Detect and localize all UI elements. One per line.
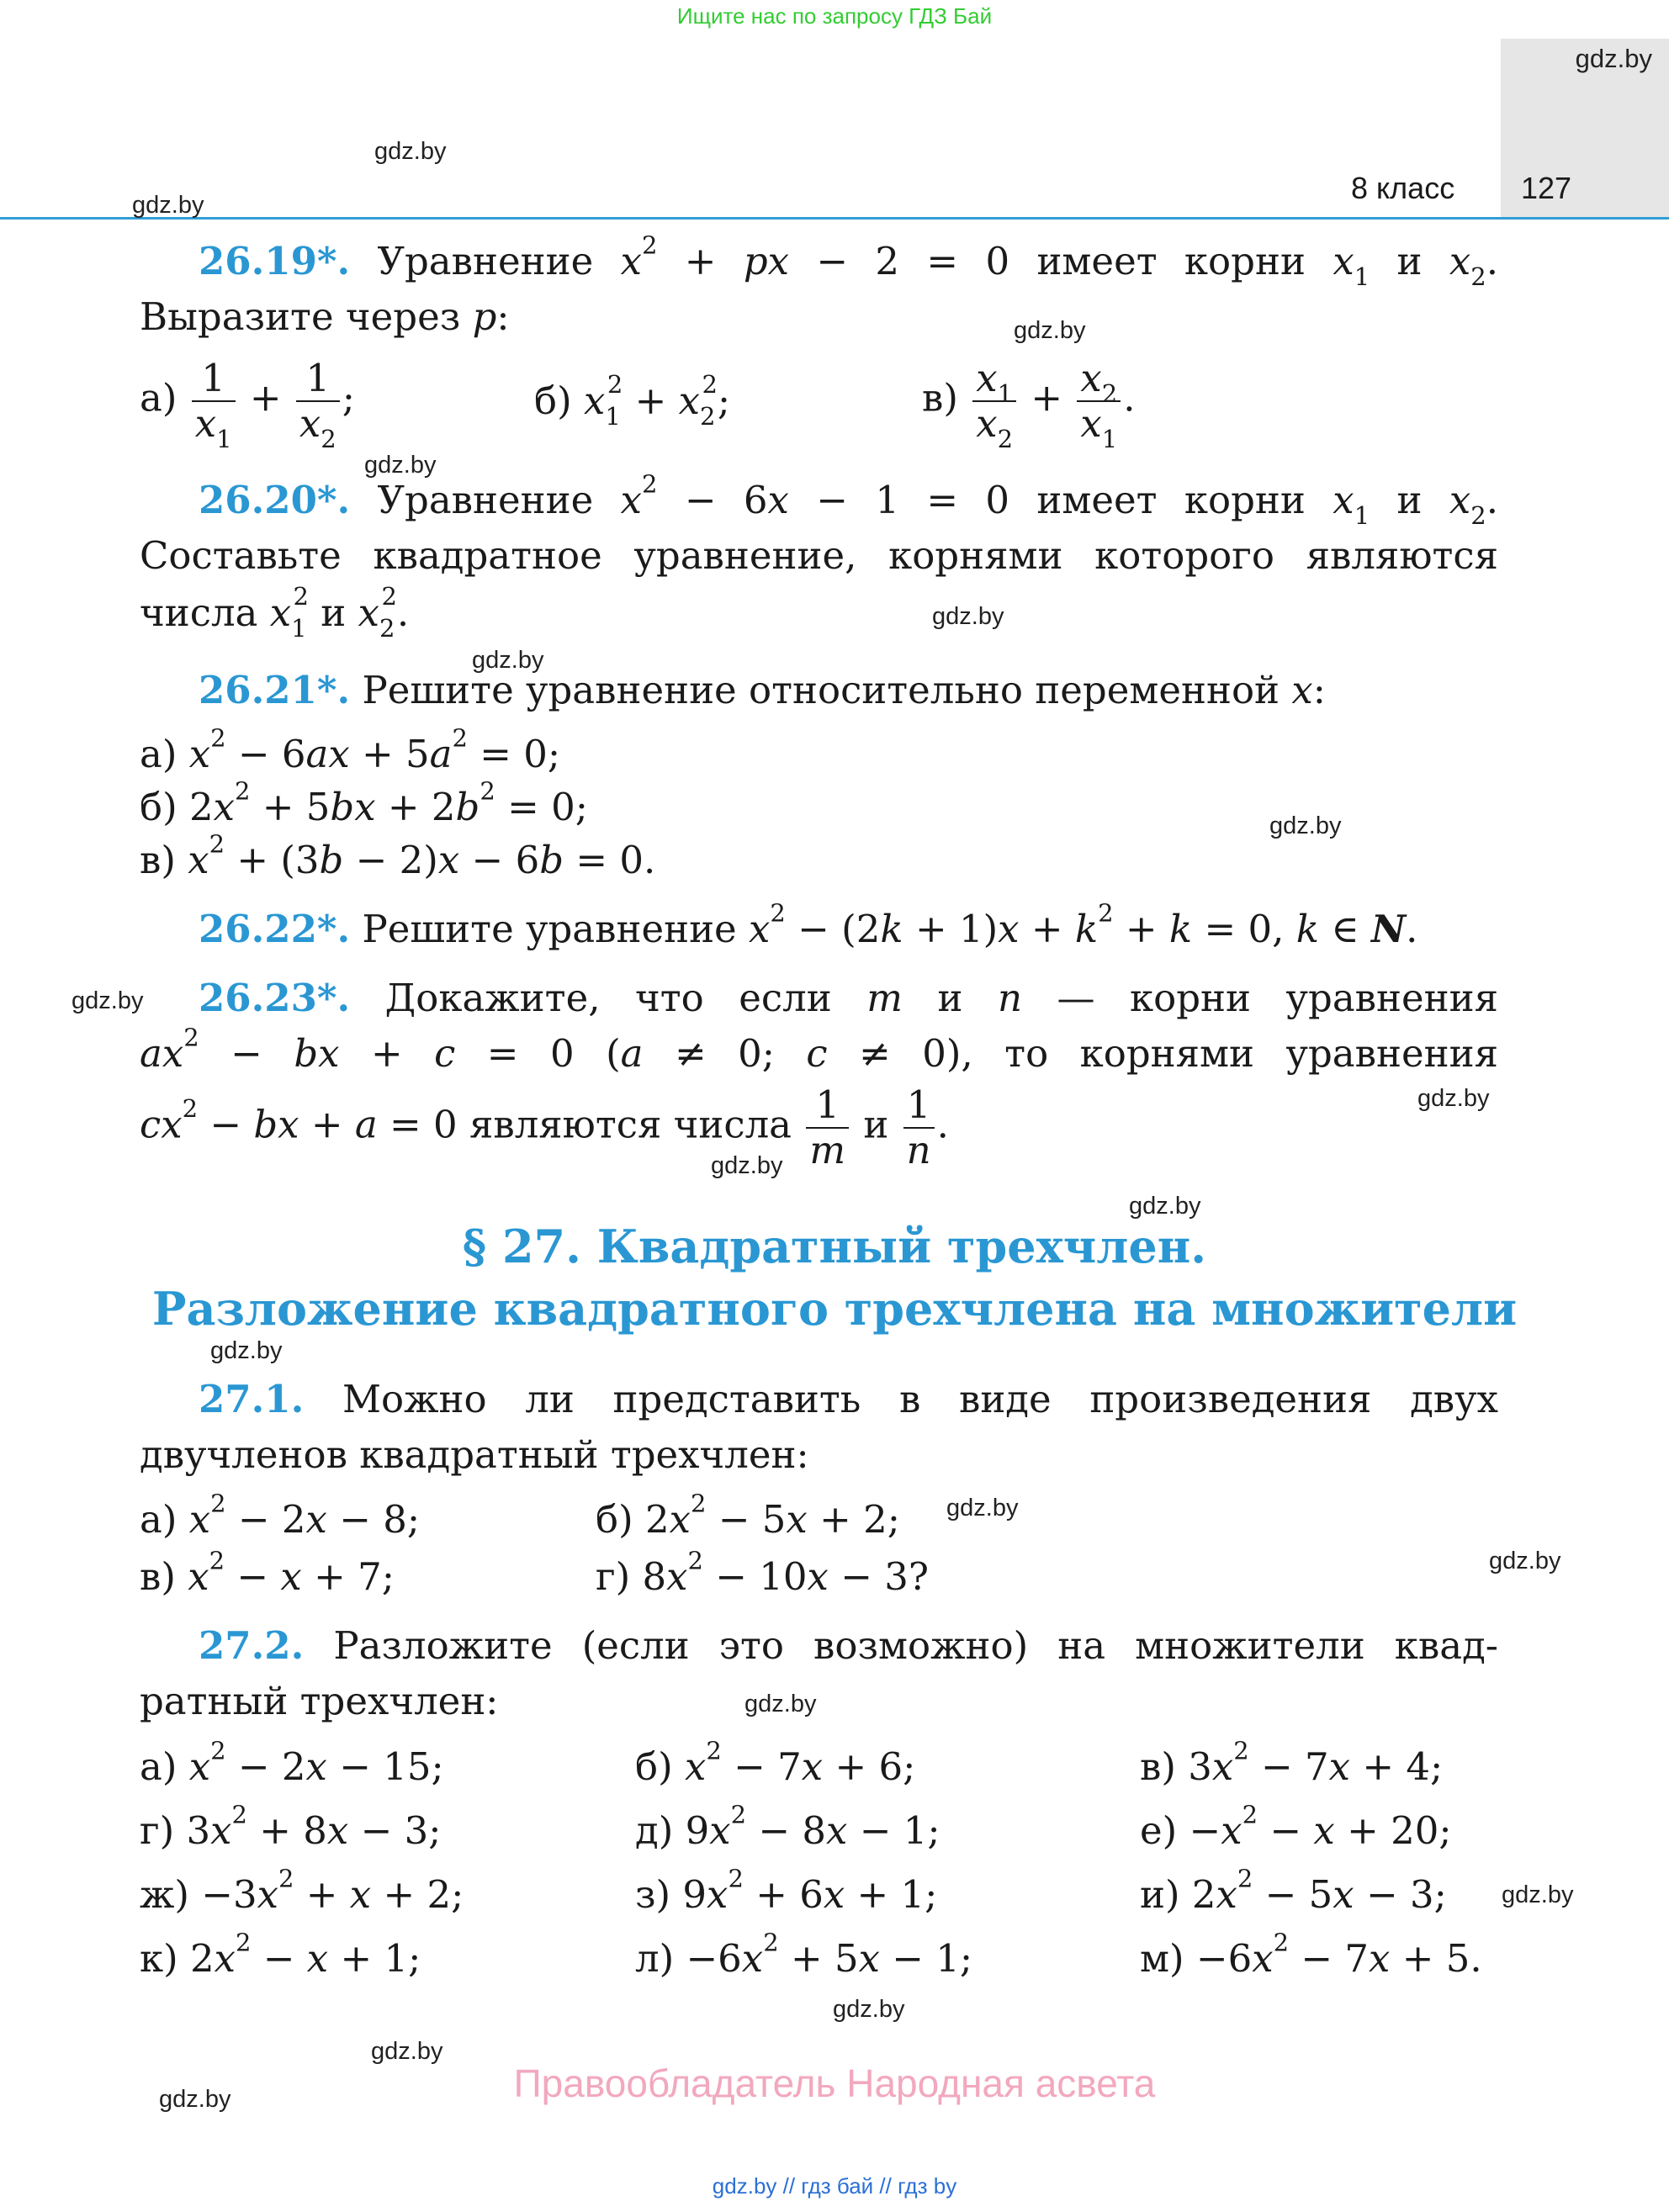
option-label: л) [635, 1936, 675, 1981]
problem-27-2-option-e: $е) -x^2 - x + 20$; [1140, 1800, 1452, 1853]
problem-27-1-option-a: а) $x^2 - 2x - 8$; [140, 1489, 420, 1542]
problem-27-1-option-v: в) $x^2 - x + 7$; [140, 1546, 395, 1599]
header-rule [0, 217, 1669, 220]
formula: $x^2$ + px − 2 = 0 [620, 230, 1010, 283]
option-label: б) [596, 1497, 633, 1542]
option-label: а) [140, 1497, 177, 1542]
option-label: и) [1140, 1872, 1180, 1917]
problem-26-19-option-b: б) $x_1^2 + x_2^2$; [534, 370, 731, 431]
option-label: д) [635, 1808, 674, 1853]
problem-27-2-option-z: з) $9x^2 + 6x + 1$; [635, 1864, 938, 1917]
formula: (a ≠ 0; [606, 1031, 775, 1076]
option-label: а) [140, 1744, 177, 1789]
problem-text: имеет корни [1036, 478, 1306, 522]
option-label: з) [635, 1872, 671, 1917]
problem-27-2-line1 [140, 1623, 1498, 1668]
problem-26-21-option-v: в) $x^2 + (3b - 2)x - 6b = 0$. [140, 829, 656, 882]
problem-26-23-line1: 26.23*. Докажите, что если m и n — корни уравнения [199, 976, 1499, 1020]
problem-27-2-option-i: и) $2x^2 - 5x - 3$; [1140, 1864, 1447, 1917]
option-label: м) [1140, 1936, 1184, 1981]
formula: $x_2$. [1449, 478, 1499, 531]
watermark: gdz.by [1489, 1548, 1561, 1574]
problem-text: Уравнение [377, 239, 594, 283]
problem-26-23-line3: $cx^2$ − bx + a = 0 являются числа $\frac{1}{m}$ и $\frac{1}{n}$ . [140, 1082, 949, 1172]
problem-text: Решите уравнение [362, 907, 737, 951]
watermark: gdz.by [946, 1495, 1019, 1521]
problem-26-19-option-a: а) $\frac{1}{x_1}$ + $\frac{1}{x_2}$ ; [140, 356, 355, 454]
watermark: gdz.by [371, 2038, 443, 2065]
watermark: gdz.by [1129, 1193, 1201, 1220]
problem-text: Выразите через [140, 294, 461, 339]
option-label: б) [140, 785, 177, 829]
problem-text: Можно ли представить в виде произведения двух [342, 1377, 1498, 1421]
formula: $x_2$. [1449, 239, 1499, 292]
problem-27-2-option-a: а) $x^2 - 2x - 15$; [140, 1736, 444, 1789]
watermark: gdz.by [210, 1337, 283, 1364]
problem-text: уравнения [1285, 1031, 1498, 1076]
option-label: к) [140, 1936, 178, 1981]
problem-text: числа [140, 590, 258, 635]
problem-27-2-option-d: д) $9x^2 - 8x - 1$; [635, 1800, 940, 1853]
problem-text: — корни уравнения [1057, 976, 1499, 1020]
page-number: 127 [1521, 171, 1572, 205]
option-label: б) [635, 1744, 673, 1789]
problem-text: являются числа [469, 1102, 792, 1147]
problem-26-21-line1: 26.21*. Решите уравнение относительно переменной x: [199, 668, 1326, 712]
problem-number: 26.19*. [199, 239, 351, 283]
problem-27-1-line1 [140, 1377, 1498, 1421]
problem-text: и [937, 976, 963, 1020]
watermark: gdz.by [1269, 812, 1342, 839]
problem-number: 27.1. [199, 1377, 305, 1421]
problem-text: и [1396, 478, 1423, 522]
problem-26-20-line2: Составьте квадратное уравнение, корнями которого являются [140, 533, 1498, 578]
watermark: gdz.by [159, 2086, 231, 2113]
option-label: в) [922, 375, 958, 421]
problem-26-21-option-a: а) $x^2 - 6ax + 5a^2 = 0$; [140, 723, 561, 776]
option-label: в) [140, 838, 176, 882]
problem-26-19-line1 [140, 230, 1499, 292]
problem-27-2-option-l: $л) -6x^2 + 5x - 1$; [635, 1928, 973, 1981]
option-label: е) [1140, 1808, 1178, 1853]
copyright-notice: Правообладатель Народная асвета [513, 2061, 1156, 2105]
problem-number: 26.20*. [199, 478, 351, 522]
problem-text: и [321, 590, 347, 635]
problem-26-21-option-b: б) $2x^2 + 5bx + 2b^2 = 0$; [140, 776, 588, 829]
watermark: gdz.by [132, 192, 204, 219]
problem-text: Решите уравнение относительно переменной [362, 668, 1280, 712]
formula: $x_1$ [1333, 478, 1370, 531]
watermark: gdz.by [833, 1996, 905, 2023]
problem-27-2-option-zh: $ж) -3x^2 + x + 2$; [140, 1864, 464, 1917]
problem-number: 26.22*. [199, 907, 351, 951]
problem-27-2-option-v: в) $3x^2 - 7x + 4$; [1140, 1736, 1444, 1789]
option-label: б) [534, 378, 572, 423]
watermark: gdz.by [744, 1691, 817, 1717]
problem-text: Уравнение [377, 478, 594, 522]
problem-text: Докажите, что если [384, 976, 832, 1020]
problem-26-23-line2 [140, 1023, 1498, 1076]
problem-number: 26.23*. [199, 976, 351, 1020]
watermark: gdz.by [472, 647, 544, 674]
problem-27-1-line2: двучленов квадратный трехчлен: [140, 1432, 809, 1477]
option-label: в) [140, 1554, 176, 1599]
watermark: gdz.by [364, 452, 437, 479]
watermark: gdz.by [711, 1152, 783, 1179]
option-label: в) [1140, 1744, 1176, 1789]
problem-text: то [1004, 1031, 1049, 1076]
watermark: gdz.by [1014, 317, 1086, 344]
problem-27-1-option-b: б) $2x^2 - 5x + 2$; [596, 1489, 900, 1542]
problem-26-22: 26.22*. Решите уравнение $x^2 - (2k + 1)x + k^2 + k = 0$, k ∈ N. [199, 898, 1418, 951]
option-label: г) [596, 1554, 631, 1599]
formula: $x^2 - 6x - 1 = 0$ [620, 469, 1010, 522]
problem-text: и [1396, 239, 1423, 283]
option-label: ж) [140, 1872, 189, 1917]
problem-26-20-line3: числа $x_1^2$ и $x_2^2$. [140, 582, 410, 643]
watermark: gdz.by [932, 603, 1004, 630]
problem-text: Разложите (если это возможно) на множители квад- [333, 1623, 1498, 1668]
problem-text: корнями [1079, 1031, 1255, 1076]
option-label: г) [140, 1808, 175, 1853]
problem-number: 26.21*. [199, 668, 351, 712]
problem-27-2-option-m: $м) -6x^2 - 7x + 5$. [1140, 1928, 1482, 1981]
formula: $x_1$ [1333, 239, 1370, 292]
grade-label: 8 класс [1351, 171, 1455, 205]
problem-27-2-line2: ратный трехчлен: [140, 1679, 499, 1723]
problem-27-2-option-k: к) $2x^2 - x + 1$; [140, 1928, 421, 1981]
option-label: а) [140, 375, 177, 421]
watermark: gdz.by [72, 987, 144, 1014]
problem-27-2-option-g: г) $3x^2 + 8x - 3$; [140, 1800, 442, 1853]
watermark: gdz.by [1502, 1881, 1574, 1908]
problem-26-19-line2: Выразите через p: [140, 294, 510, 339]
option-label: а) [140, 732, 177, 776]
problem-27-2-option-b: б) $x^2 - 7x + 6$; [635, 1736, 916, 1789]
footer-links[interactable]: gdz.by // гдз бай // гдз by [712, 2173, 957, 2199]
section-title-line1: § 27. Квадратный трехчлен. [462, 1220, 1207, 1273]
problem-27-1-option-g: г) $8x^2 - 10x - 3$? [596, 1546, 929, 1599]
problem-number: 27.2. [199, 1623, 305, 1668]
watermark: gdz.by [1417, 1085, 1490, 1112]
watermark: gdz.by [374, 138, 447, 165]
formula: $ax^2$ − bx + c = 0 [140, 1023, 575, 1076]
formula: c ≠ 0), [806, 1031, 973, 1076]
section-title-line2: Разложение квадратного трехчлена на множители [151, 1282, 1518, 1336]
problem-26-20-line1 [140, 469, 1499, 531]
problem-text: имеет корни [1036, 239, 1306, 283]
corner-watermark: gdz.by [1575, 44, 1652, 73]
top-banner: Ищите нас по запросу ГДЗ Бай [676, 3, 993, 29]
problem-text: и [863, 1102, 889, 1147]
problem-26-19-option-v: в) $\frac{x_1}{x_2}$ + $\frac{x_2}{x_1}$ . [922, 356, 1136, 454]
